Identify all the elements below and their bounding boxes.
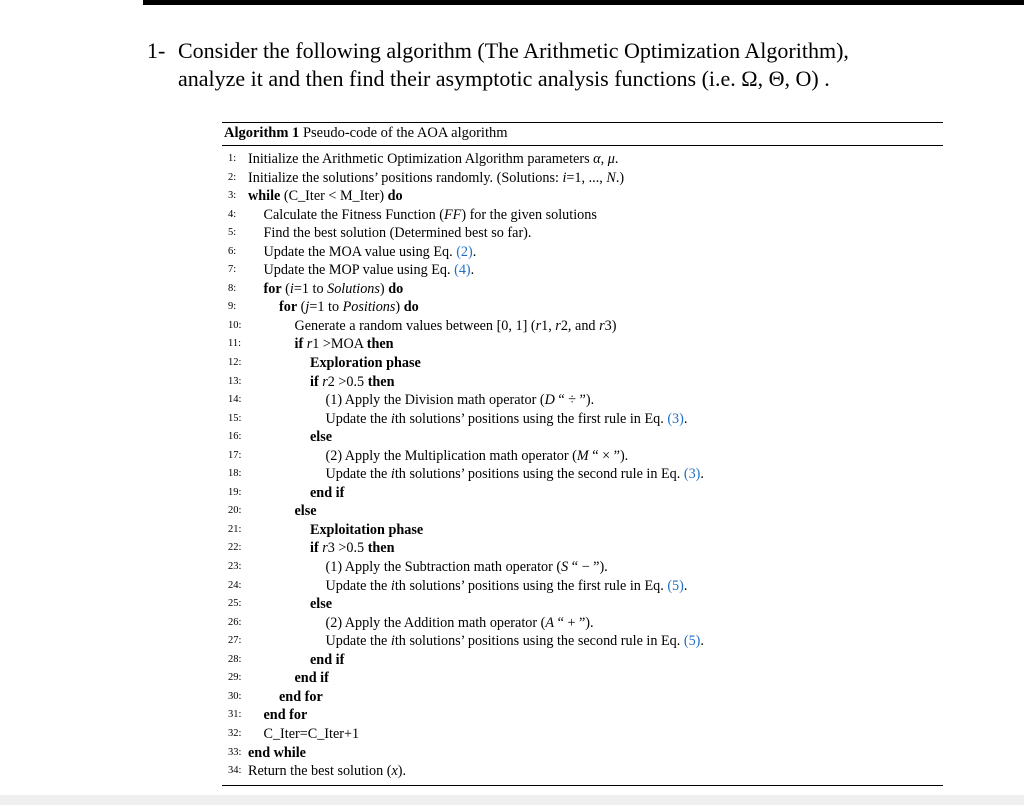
math-variable: r [535,317,542,334]
math-variable: μ [607,151,615,167]
code-text: th solutions’ positions using the first rule in Eq. [394,410,668,427]
math-variable: r [599,317,605,334]
line-number: 14: [228,394,242,406]
line-code [326,447,629,466]
code-text: ) [395,299,404,316]
code-text: “ × ”). [588,447,629,464]
code-text: . [614,151,619,167]
algorithm-box [222,122,943,786]
code-text: =1 to [309,299,343,316]
equation-reference-link[interactable]: (5) [683,633,701,650]
code-text: (2) Apply the Multiplication math operator ( [325,447,577,464]
line-code [248,150,618,169]
question-line-1: Consider the following algorithm (The Arithmetic Optimization Algorithm), [178,38,849,63]
math-variable: r [555,317,561,334]
algorithm-line [222,651,943,670]
keyword: end for [263,707,308,724]
line-code [279,298,419,317]
equation-reference-link[interactable]: (3) [683,466,701,483]
line-code [310,428,332,447]
math-variable: S [561,559,569,576]
code-text: ) [379,280,389,297]
algorithm-line [222,595,943,614]
math-variable: j [305,299,310,316]
algorithm-line [222,577,943,596]
line-number: 5: [228,227,237,239]
algorithm-line [222,317,943,336]
code-text: 3) [604,317,617,334]
line-number: 15: [228,412,242,424]
keyword: do [387,188,403,205]
algorithm-body [222,146,943,781]
line-code [326,577,688,596]
keyword: then [366,336,394,353]
equation-reference-link[interactable]: (3) [667,410,684,427]
keyword: end for [279,688,323,705]
keyword: end while [248,744,306,761]
line-number: 2: [228,171,237,183]
line-number: 16: [228,431,242,443]
code-text: Update the [325,633,391,650]
line-code [326,614,594,633]
code-text: th solutions’ positions using the first rule in Eq. [394,577,668,594]
line-code [310,484,344,503]
line-number: 7: [228,264,237,276]
code-text: ) for the given solutions [461,206,597,223]
algorithm-caption [222,123,943,145]
math-variable: i [562,169,567,186]
keyword: Exploration phase [310,355,421,372]
equation-reference-link[interactable]: (2) [456,243,473,260]
keyword: if [294,336,304,353]
line-code [326,632,704,651]
line-number: 22: [228,542,242,554]
line-code [264,243,477,262]
line-number: 13: [228,375,242,387]
code-text: Calculate the Fitness Function ( [263,206,444,223]
algorithm-line [222,558,943,577]
math-variable: M [576,447,589,464]
code-text: (1) Apply the Division math operator ( [325,392,545,409]
code-text: “ ÷ ”). [554,392,595,409]
line-number: 1: [228,153,237,164]
line-number: 19: [228,486,242,498]
equation-reference-link[interactable]: (4) [454,262,471,279]
math-variable: i [390,410,395,427]
code-text: . [683,577,688,594]
code-text: 2, and [560,317,600,334]
algorithm-line [222,169,943,188]
code-text: . [700,633,704,650]
line-number: 8: [228,282,237,294]
line-code [310,651,344,670]
code-text: . [470,262,475,279]
line-code [264,206,597,225]
keyword: for [279,299,298,316]
code-text: Update the [325,410,391,427]
keyword: else [310,429,333,446]
line-code [326,410,688,429]
keyword: while [248,188,281,205]
math-variable: N [606,169,616,186]
algorithm-line [222,614,943,633]
algorithm-line [222,521,943,540]
code-text: ( [297,299,306,316]
keyword: end if [310,651,345,668]
line-code [326,558,608,577]
code-text: 3 >0.5 [327,540,368,557]
line-code [326,391,595,410]
line-code [310,539,395,558]
algorithm-line [222,502,943,521]
algorithm-line [222,298,943,317]
keyword: end if [310,484,345,501]
algorithm-line [222,354,943,373]
algorithm-line [222,243,943,262]
line-code [264,280,404,299]
code-text: Update the MOP value using Eq. [263,262,455,279]
math-variable: i [390,466,395,483]
line-number: 3: [228,190,237,202]
code-text: .) [615,169,625,186]
line-code [248,762,406,781]
line-code [248,169,624,188]
math-variable: r [322,373,328,390]
line-code [310,521,423,540]
math-variable: i [289,280,294,297]
code-text: ). [397,763,407,780]
line-number: 18: [228,468,242,480]
algorithm-line [222,632,943,651]
algorithm-line [222,224,943,243]
algorithm-line [222,484,943,503]
line-number: 25: [228,598,242,610]
line-code [310,354,421,373]
line-number: 26: [228,616,242,628]
line-number: 23: [228,561,242,573]
code-text: 2 >0.5 [327,373,368,390]
line-code [248,187,403,206]
math-variable: x [391,763,398,780]
line-number: 27: [228,635,242,647]
line-number: 11: [228,338,242,350]
keyword: else [310,596,333,613]
algorithm-line [222,725,943,744]
keyword: if [310,373,319,390]
code-text: Return the best solution ( [248,763,392,780]
code-text: 1, [541,317,556,334]
algorithm-line [222,762,943,781]
code-text: Find the best solution (Determined best so far). [263,225,532,242]
line-number: 31: [228,709,242,721]
code-text: “ − ”). [568,559,608,576]
code-text: th solutions’ positions using the second rule in Eq. [394,466,684,483]
algorithm-line [222,539,943,558]
code-text: Initialize the solutions’ positions randomly. (Solutions: [248,169,563,186]
code-text: (C_Iter < M_Iter) [280,188,388,205]
algorithm-line [222,261,943,280]
keyword: do [403,299,419,316]
line-code [264,725,360,744]
line-code [295,669,329,688]
algorithm-line [222,744,943,763]
line-number: 29: [228,672,242,684]
math-variable: Solutions [327,280,380,297]
algorithm-line [222,373,943,392]
question-number: 1- [147,38,166,63]
line-number: 17: [228,449,242,461]
line-number: 4: [228,208,237,220]
line-code [264,706,308,725]
line-code [295,502,317,521]
line-code [264,261,475,280]
math-variable: D [544,392,555,409]
math-variable: Positions [342,299,396,316]
math-variable: FF [443,206,462,223]
line-code [326,465,704,484]
line-number: 6: [228,245,237,257]
math-variable: α [593,151,601,167]
line-code [295,335,394,354]
page-bottom-edge [0,795,1024,805]
keyword: else [294,503,317,520]
algorithm-line [222,688,943,707]
keyword: if [310,540,319,557]
algorithm-bottom-rule [222,785,943,786]
code-text: . [472,243,477,260]
math-variable: A [545,614,555,631]
math-variable: r [306,336,313,353]
keyword: for [263,280,282,297]
code-text: th solutions’ positions using the second rule in Eq. [394,633,684,650]
code-text: , [600,151,608,167]
code-text: Update the MOA value using Eq. [263,243,457,260]
algorithm-line [222,335,943,354]
algorithm-line [222,706,943,725]
code-text: Generate a random values between [0, 1] ( [294,317,536,334]
algorithm-caption-text: Pseudo-code of the AOA algorithm [302,125,508,141]
algorithm-line [222,206,943,225]
keyword: end if [294,670,329,687]
line-number: 30: [228,690,242,702]
line-number: 33: [228,746,242,758]
algorithm-line [222,280,943,299]
line-number: 24: [228,579,242,591]
algorithm-line [222,410,943,429]
algorithm-caption-label: Algorithm 1 [224,125,300,141]
code-text: =1, ..., [566,169,607,186]
line-number: 32: [228,727,242,739]
keyword: then [367,540,395,557]
algorithm-line [222,428,943,447]
algorithm-line [222,150,943,169]
algorithm-line [222,465,943,484]
code-text: Update the [325,466,391,483]
algorithm-line [222,391,943,410]
algorithm-line [222,669,943,688]
code-text: Update the [325,577,391,594]
code-text: 1 >MOA [312,336,367,353]
line-number: 20: [228,505,242,517]
line-code [248,744,306,763]
line-number: 21: [228,523,242,535]
line-code [295,317,617,336]
algorithm-line [222,447,943,466]
line-number: 9: [228,301,237,313]
line-number: 34: [228,765,242,777]
keyword: do [388,280,404,297]
math-variable: i [390,577,395,594]
keyword: Exploitation phase [310,521,424,538]
question-line-2: analyze it and then find their asymptotic analysis functions (i.e. Ω, Θ, O) . [178,66,830,91]
code-text: (1) Apply the Subtraction math operator ( [325,559,562,576]
line-code [279,688,323,707]
code-text: . [700,466,704,483]
code-text: . [683,410,688,427]
equation-reference-link[interactable]: (5) [667,577,684,594]
code-text: C_Iter=C_Iter+1 [263,725,360,742]
code-text: “ + ”). [554,614,594,631]
algorithm-line [222,187,943,206]
line-number: 10: [228,319,242,331]
code-text: ( [281,280,290,297]
code-text: =1 to [293,280,328,297]
code-text: (2) Apply the Addition math operator ( [325,614,546,631]
line-code [264,224,532,243]
math-variable: i [390,633,395,650]
line-number: 12: [228,357,242,369]
line-number: 28: [228,653,242,665]
code-text: Initialize the Arithmetic Optimization Algorithm parameters [248,151,594,167]
top-divider [143,0,1024,5]
line-code [310,595,332,614]
line-code [310,373,395,392]
math-variable: r [322,540,328,557]
keyword: then [367,373,395,390]
